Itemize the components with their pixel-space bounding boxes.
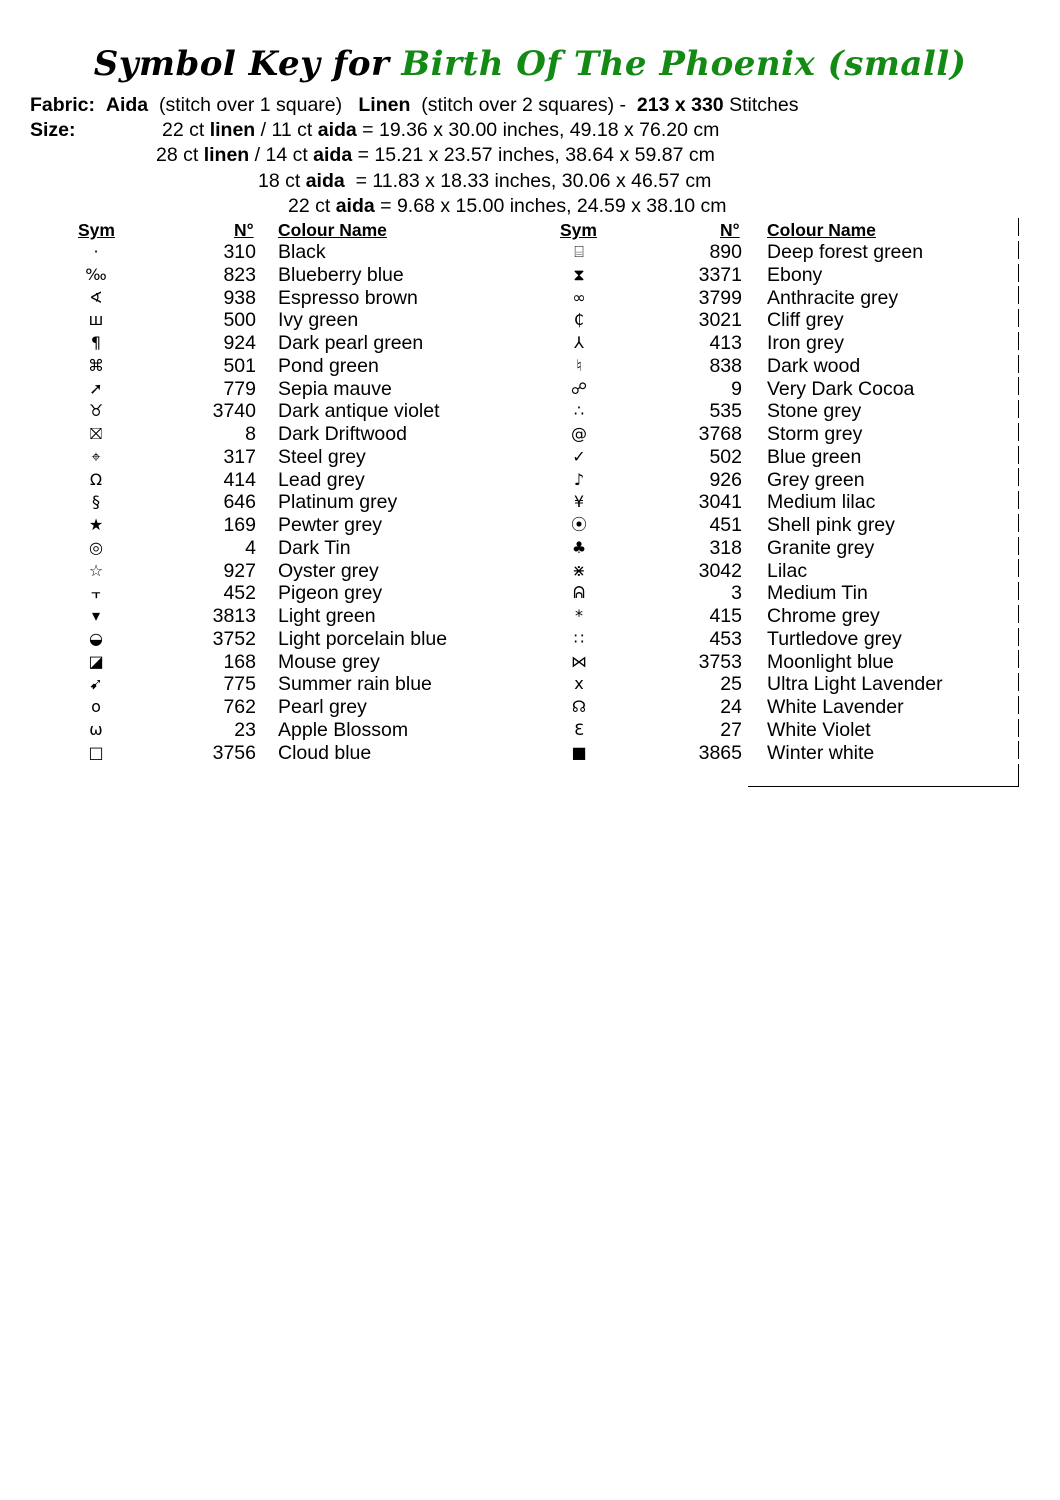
symbol-glyph: @ (571, 424, 587, 443)
symbol-glyph: ◒ (89, 628, 103, 648)
floss-number: 3740 (212, 400, 256, 423)
symbol-glyph: □ (88, 742, 104, 762)
symbol-glyph: · (93, 242, 99, 261)
symbol-glyph: ⌸ (574, 242, 584, 261)
border-tick (1018, 491, 1019, 509)
symbol-glyph: ★ (88, 515, 104, 534)
colour-name: Light green (278, 605, 376, 627)
colour-name: Medium lilac (767, 491, 876, 514)
colour-name: Oyster grey (278, 559, 379, 582)
floss-number: 8 (245, 423, 256, 445)
symbol-glyph: o (91, 697, 101, 716)
floss-number: 23 (234, 718, 256, 741)
border-tick (1018, 741, 1019, 759)
border-tick (1018, 309, 1019, 327)
floss-number: 3799 (698, 286, 742, 309)
colour-name: Espresso brown (278, 286, 418, 309)
stitches-word: Stitches (729, 94, 799, 116)
symbol-glyph: ☍ (570, 378, 588, 398)
symbol-glyph: ‰ (85, 264, 107, 284)
border-tick (1018, 582, 1019, 600)
size-line: 18 ct aida = 11.83 x 18.33 inches, 30.06 x 46.57 cm (258, 170, 712, 192)
colour-name: Iron grey (767, 332, 844, 354)
floss-number: 413 (709, 332, 742, 354)
border-tick (1018, 559, 1019, 577)
colour-name: Steel grey (278, 445, 366, 468)
colour-name: Dark Driftwood (278, 423, 407, 445)
colour-name: Turtledove grey (767, 627, 902, 650)
symbol-glyph: ⧗ (573, 264, 585, 284)
floss-number: 927 (223, 559, 256, 582)
floss-number: 453 (709, 627, 742, 650)
symbol-glyph: ᕱ (573, 583, 585, 603)
floss-number: 452 (223, 582, 256, 605)
floss-number: 415 (709, 605, 742, 627)
colour-name: Moonlight blue (767, 650, 894, 673)
floss-number: 502 (709, 445, 742, 468)
fabric-line (30, 94, 798, 117)
floss-number: 3042 (698, 559, 742, 582)
floss-number: 451 (709, 514, 742, 536)
border-tick (1018, 719, 1019, 737)
symbol-glyph: ₵ (573, 310, 585, 330)
colour-name: Dark wood (767, 354, 861, 377)
floss-number: 500 (223, 309, 256, 332)
floss-number: 501 (223, 354, 256, 377)
symbol-glyph: ⌘ (88, 355, 104, 375)
symbol-glyph: ∞ (572, 287, 586, 307)
symbol-glyph: ➚ (89, 378, 103, 398)
border-tick (1018, 514, 1019, 532)
symbol-glyph: ⅄ (574, 333, 584, 352)
border-tick (1018, 423, 1019, 441)
symbol-glyph: ▾ (91, 606, 101, 625)
floss-number: 890 (709, 241, 742, 263)
symbol-glyph: ∴ (573, 401, 585, 421)
border-tick (1018, 286, 1019, 304)
colour-name: Deep forest green (767, 241, 924, 263)
header-number-left: N° (234, 220, 254, 240)
colour-name: Summer rain blue (278, 673, 432, 696)
fabric-linen-note: (stitch over 2 squares) - (421, 94, 627, 116)
colour-name: Lilac (767, 559, 808, 582)
fabric-label: Fabric: (30, 94, 96, 116)
floss-number: 317 (223, 445, 256, 468)
border-tick (1018, 377, 1019, 395)
border-tick (1018, 605, 1019, 623)
size-line: 22 ct aida = 9.68 x 15.00 inches, 24.59 x 38.10 cm (288, 195, 727, 217)
colour-name: Storm grey (767, 423, 863, 445)
symbol-glyph: ω (89, 719, 103, 739)
colour-name: Very Dark Cocoa (767, 377, 915, 400)
symbol-glyph: ☆ (88, 560, 104, 580)
symbol-glyph: ♣ (571, 537, 587, 557)
symbol-glyph: Ω (89, 469, 103, 489)
floss-number: 762 (223, 696, 256, 718)
symbol-glyph: ¶ (90, 333, 102, 352)
colour-name: Lead grey (278, 468, 365, 491)
floss-number: 3753 (698, 650, 742, 673)
border-tick (1018, 650, 1019, 668)
border-tick (1018, 400, 1019, 418)
border-tick (1018, 628, 1019, 646)
symbol-glyph: ◎ (89, 537, 103, 557)
floss-number: 926 (709, 468, 742, 491)
colour-name: Mouse grey (278, 650, 380, 673)
floss-number: 3768 (698, 423, 742, 445)
colour-name: Medium Tin (767, 582, 868, 605)
header-number-right: N° (720, 220, 740, 240)
colour-name: Ultra Light Lavender (767, 673, 943, 696)
title-prefix: Symbol Key for (93, 44, 390, 84)
floss-number: 838 (709, 354, 742, 377)
colour-name: Sepia mauve (278, 377, 392, 400)
border-tick (1018, 696, 1019, 714)
floss-number: 25 (720, 673, 742, 696)
stitches-count: 213 x 330 (636, 94, 724, 116)
floss-number: 823 (223, 263, 256, 286)
floss-number: 9 (731, 377, 742, 400)
floss-number: 3021 (698, 309, 742, 332)
colour-name: Cliff grey (767, 309, 844, 332)
border-tick (1018, 537, 1019, 555)
size-label: Size: (30, 119, 76, 141)
symbol-glyph: ➹ (89, 674, 103, 694)
symbol-glyph: ⛝ (89, 424, 103, 443)
floss-number: 938 (223, 286, 256, 309)
header-sym-right: Sym (560, 220, 597, 240)
colour-name: Black (278, 241, 326, 263)
symbol-glyph: ш (88, 310, 104, 330)
colour-name: Blue green (767, 445, 862, 468)
floss-number: 24 (720, 696, 742, 718)
colour-name: Winter white (767, 741, 875, 764)
symbol-glyph: ¥ (573, 492, 585, 512)
floss-number: 318 (709, 536, 742, 559)
colour-name: Anthracite grey (767, 286, 899, 309)
header-sym-left: Sym (78, 220, 115, 240)
colour-name: Pearl grey (278, 696, 367, 718)
colour-name: Platinum grey (278, 491, 398, 514)
fabric-linen: Linen (358, 94, 411, 116)
symbol-glyph: ■ (571, 742, 587, 762)
floss-number: 775 (223, 673, 256, 696)
border-tick (1018, 264, 1019, 282)
floss-number: 924 (223, 332, 256, 354)
header-colour-name-left: Colour Name (278, 220, 387, 240)
symbol-glyph: ⦿ (570, 515, 587, 534)
floss-number: 3041 (698, 491, 742, 514)
colour-name: Granite grey (767, 536, 875, 559)
symbol-glyph: ♉ (88, 401, 104, 421)
box-border-horizontal (748, 786, 1019, 787)
colour-name: Stone grey (767, 400, 862, 423)
symbol-glyph: ☊ (571, 697, 587, 716)
page-title (0, 44, 1060, 84)
symbol-glyph: ⫟ (91, 583, 101, 603)
colour-name: Shell pink grey (767, 514, 895, 536)
floss-number: 3865 (698, 741, 742, 764)
border-tick (1018, 468, 1019, 486)
colour-name: White Violet (767, 718, 871, 741)
symbol-glyph: ⋇ (572, 560, 586, 580)
floss-number: 4 (245, 536, 256, 559)
floss-number: 169 (223, 514, 256, 536)
symbol-glyph: ✓ (572, 446, 586, 466)
colour-name: Grey green (767, 468, 865, 491)
colour-name: Light porcelain blue (278, 627, 448, 650)
colour-name: Ebony (767, 263, 823, 286)
colour-name: Cloud blue (278, 741, 372, 764)
colour-name: Pewter grey (278, 514, 383, 536)
symbol-glyph: ♪ (573, 469, 585, 489)
floss-number: 3752 (212, 627, 256, 650)
fabric-aida: Aida (105, 94, 149, 116)
header-colour-name-right: Colour Name (767, 220, 876, 240)
size-line: 28 ct linen / 14 ct aida = 15.21 x 23.57 inches, 38.64 x 59.87 cm (156, 144, 715, 166)
colour-name: Pond green (278, 354, 379, 377)
border-tick (1018, 446, 1019, 464)
symbol-glyph: ⌖ (91, 446, 101, 466)
floss-number: 535 (709, 400, 742, 423)
fabric-aida-note: (stitch over 1 square) (158, 94, 343, 116)
colour-name: Blueberry blue (278, 263, 404, 286)
symbol-glyph: ◪ (88, 651, 104, 671)
colour-name: Dark Tin (278, 536, 351, 559)
symbol-glyph: ⋈ (571, 651, 587, 671)
floss-number: 646 (223, 491, 256, 514)
colour-name: White Lavender (767, 696, 904, 718)
border-tick (1018, 673, 1019, 691)
floss-number: 3371 (698, 263, 742, 286)
colour-name: Chrome grey (767, 605, 880, 627)
floss-number: 3813 (212, 605, 256, 627)
symbol-glyph: ∢ (89, 287, 103, 307)
colour-name: Apple Blossom (278, 718, 409, 741)
size-line: 22 ct linen / 11 ct aida = 19.36 x 30.00 inches, 49.18 x 76.20 cm (162, 119, 720, 141)
colour-name: Dark pearl green (278, 332, 424, 354)
border-tick (1018, 332, 1019, 350)
symbol-glyph: § (92, 492, 100, 512)
symbol-glyph: * (575, 606, 583, 625)
floss-number: 779 (223, 377, 256, 400)
colour-name: Ivy green (278, 309, 359, 332)
floss-number: 3756 (212, 741, 256, 764)
floss-number: 168 (223, 650, 256, 673)
colour-name: Dark antique violet (278, 400, 440, 423)
symbol-glyph: ∷ (573, 628, 585, 648)
symbol-glyph: ♮ (576, 355, 582, 375)
symbol-glyph: Ɛ (574, 719, 584, 739)
symbol-glyph: x (574, 674, 584, 694)
floss-number: 310 (223, 241, 256, 263)
pattern-name: Birth Of The Phoenix (small) (401, 44, 967, 84)
border-tick (1018, 218, 1019, 236)
box-border-vertical (1018, 764, 1019, 786)
floss-number: 414 (223, 468, 256, 491)
floss-number: 3 (731, 582, 742, 605)
border-tick (1018, 241, 1019, 259)
colour-name: Pigeon grey (278, 582, 383, 605)
border-tick (1018, 355, 1019, 373)
floss-number: 27 (720, 718, 742, 741)
